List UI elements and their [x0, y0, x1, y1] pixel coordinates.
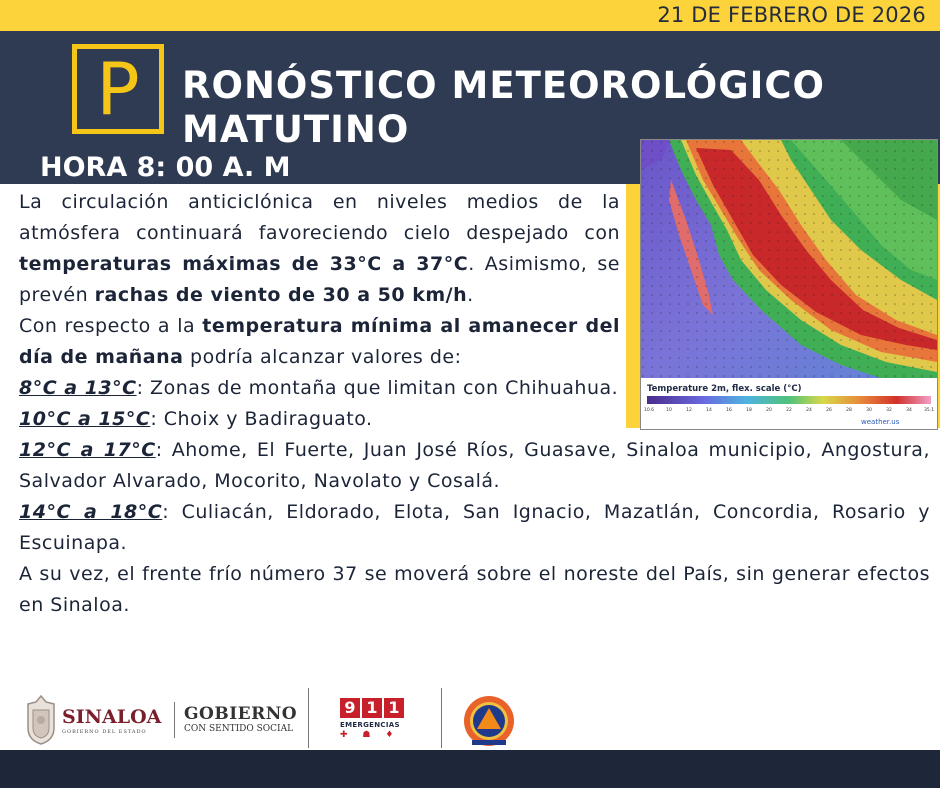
map-scale-label: 18 — [746, 408, 752, 413]
forecast-text — [19, 187, 930, 621]
divider — [308, 688, 309, 748]
map-scale-label: 30 — [866, 408, 872, 413]
911-digit: 1 — [362, 698, 382, 718]
map-scale-label: 10.6 — [643, 408, 655, 413]
range-value-3: 12°C a 17°C — [19, 439, 156, 461]
map-brand: weather.us — [861, 418, 900, 426]
911-digit: 9 — [340, 698, 360, 718]
911-label: EMERGENCIAS — [340, 721, 400, 729]
map-scale-label: 22 — [786, 408, 792, 413]
max-temperature-text: temperaturas máximas de 33°C a 37°C — [19, 253, 469, 275]
range-text-4: : Culiacán, Eldorado, Elota, San Ignacio, Mazatlán, Concordia, Rosario y Escuinapa. — [19, 501, 930, 554]
title-initial-box: P — [72, 44, 164, 134]
sinaloa-logo-text: SINALOA — [62, 706, 162, 728]
p2-text-c: podría alcanzar valores de: — [183, 346, 462, 368]
footer-bar — [0, 750, 940, 788]
paragraph-3: A su vez, el frente frío número 37 se moverá sobre el noreste del País, sin generar efectos en Sinaloa. — [19, 563, 930, 616]
p1-text-c: . Asimismo, se prevén — [19, 253, 620, 306]
time-label: HORA 8: 00 A. M — [40, 152, 291, 183]
range-value-1: 8°C a 13°C — [19, 377, 137, 399]
map-scale-label: 26 — [826, 408, 832, 413]
range-text-2: : Choix y Badiraguato. — [150, 408, 373, 430]
p1-text-a: La circulación anticiclónica en niveles medios de la atmósfera continuará favoreciendo cielo despejado con — [19, 191, 620, 244]
range-text-3: : Ahome, El Fuerte, Juan José Ríos, Guasave, Sinaloa municipio, Angostura, Salvador Alvarado, Mocorito, Navolato y Cosalá. — [19, 439, 930, 492]
map-scale-label: 35.1 — [923, 408, 935, 413]
emergency-icons: ✚ ☗ ♦ — [340, 730, 400, 740]
map-scale-label: 16 — [726, 408, 732, 413]
range-text-1: : Zonas de montaña que limitan con Chihuahua. — [136, 377, 619, 399]
map-scale-label: 12 — [686, 408, 692, 413]
range-value-4: 14°C a 18°C — [19, 501, 163, 523]
gobierno-logo-text: GOBIERNO — [184, 704, 298, 724]
divider — [174, 702, 175, 738]
date-banner — [0, 0, 940, 31]
range-item-1 — [19, 373, 620, 404]
range-item-3 — [19, 435, 930, 497]
911-digits — [340, 698, 404, 718]
proteccion-civil-emblem-icon — [462, 694, 516, 748]
map-scale-label: 10 — [666, 408, 672, 413]
wind-gust-text: rachas de viento de 30 a 50 km/h — [94, 284, 468, 306]
paragraph-2 — [19, 311, 620, 373]
map-scale-label: 14 — [706, 408, 712, 413]
min-temperature-heading: temperatura mínima al amanecer del día de mañana — [19, 315, 620, 368]
divider — [441, 688, 442, 748]
p1-text-e: . — [467, 284, 474, 306]
map-legend-title: Temperature 2m, flex. scale (°C) — [647, 384, 802, 394]
gobierno-logo-subtext: CON SENTIDO SOCIAL — [184, 724, 294, 734]
title-line-2: MATUTINO — [182, 108, 410, 151]
map-scale-label: 32 — [886, 408, 892, 413]
range-value-2: 10°C a 15°C — [19, 408, 151, 430]
sinaloa-logo-subtext: GOBIERNO DEL ESTADO — [62, 729, 147, 735]
range-item-4 — [19, 497, 930, 559]
range-item-2 — [19, 404, 930, 435]
911-digit: 1 — [384, 698, 404, 718]
map-scale-label: 20 — [766, 408, 772, 413]
map-scale-label: 28 — [846, 408, 852, 413]
paragraph-1 — [19, 187, 620, 311]
date-label: 21 DE FEBRERO DE 2026 — [657, 3, 926, 27]
title-line-1: RONÓSTICO METEOROLÓGICO — [182, 64, 825, 107]
sinaloa-shield-icon — [24, 694, 58, 746]
map-scale-label: 24 — [806, 408, 812, 413]
p2-text-a: Con respecto a la — [19, 315, 203, 337]
map-scale-label: 34 — [906, 408, 912, 413]
emergencias-911-logo — [340, 698, 404, 740]
